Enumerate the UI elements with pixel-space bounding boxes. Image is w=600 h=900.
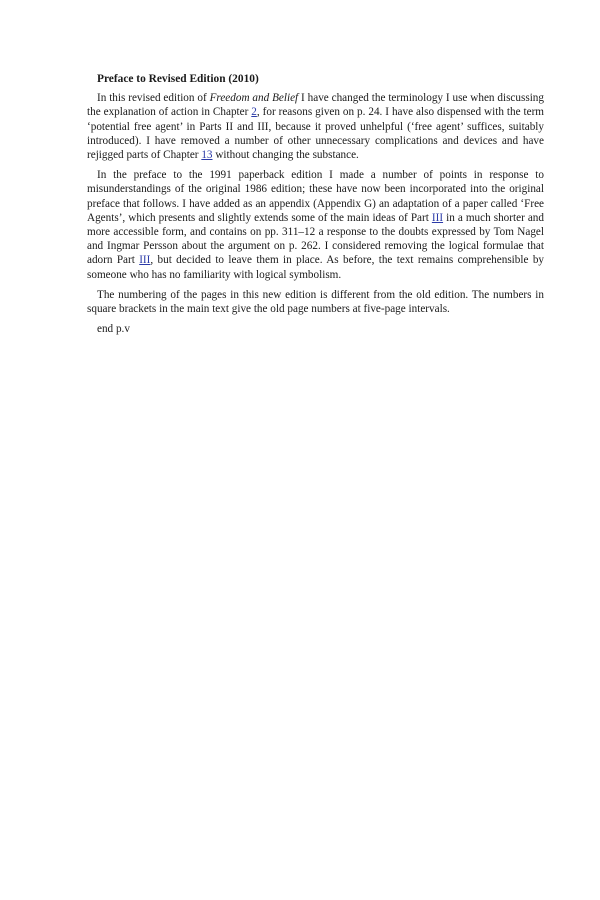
- paragraph-text: In the preface to the 1991 paperback edition I made a number of points in response to misunderstandings of the original 1986 edition; these have now been incorporated into the original preface that follows. I have added as an appendix (Appendix G) an adaptation of a paper called ‘Free Agents’, which presents and slightly extends some of the main ideas of Part: [87, 169, 544, 224]
- cross-reference-link[interactable]: 2: [251, 106, 257, 119]
- preface-body: [87, 91, 544, 316]
- paragraph-text: in a much shorter and more accessible form, and contains on pp. 311–12 a response to the doubts expressed by Tom Nagel and Ingmar Persson about the argument on p. 262. I considered removing the logical formulae that adorn Part: [87, 211, 544, 267]
- paragraph-3: [87, 288, 544, 316]
- book-title-text: Freedom and Belief: [209, 92, 299, 105]
- paragraph-text: , but decided to leave them in place. As before, the text remains comprehensible by someone who has no familiarity with logical symbolism.: [87, 254, 545, 281]
- paragraph-text: In this revised edition of: [97, 92, 210, 105]
- preface-heading: Preface to Revised Edition (2010): [97, 73, 259, 85]
- paragraph-text: The numbering of the pages in this new edition is different from the old edition. The numbers in square brackets in the main text give the old page numbers at five-page intervals.: [87, 288, 544, 316]
- cross-reference-link[interactable]: III: [139, 254, 151, 267]
- paragraph-text: , for reasons given on p. 24. I have also dispensed with the term ‘potential free agent’ in Parts II and III, because it proved unhelpful (‘free agent’ suffices, suitably introduced). I have removed a number of other unnecessary complications and devices and have rejigged parts of Chapter: [87, 106, 544, 162]
- cross-reference-link[interactable]: III: [431, 211, 444, 224]
- page-end-marker: end p.v: [97, 323, 130, 336]
- paragraph-1: [87, 91, 544, 162]
- paragraph-2: [87, 168, 544, 282]
- preface-content: [87, 72, 544, 336]
- paragraph-text: without changing the substance.: [212, 149, 359, 162]
- paragraph-text: I have changed the terminology I use when discussing the explanation of action in Chapter: [87, 92, 544, 119]
- cross-reference-link[interactable]: 13: [201, 149, 213, 162]
